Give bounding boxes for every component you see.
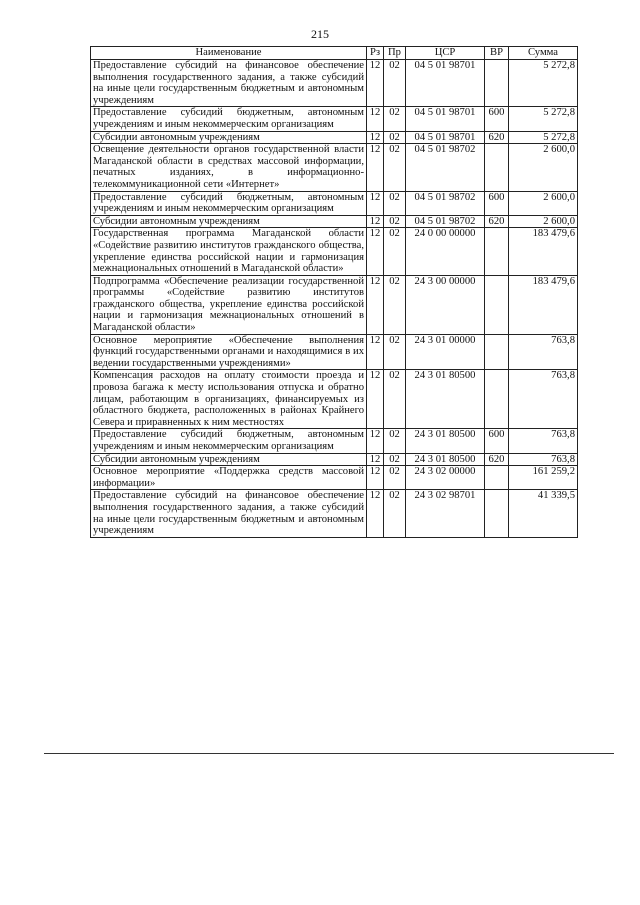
table-row: [91, 215, 578, 228]
row-name: Предоставление субсидий на финансовое обеспечение выполнения государственного задания, а также субсидий на иные цели государственным бюджетным и автономным учреждениям: [91, 490, 367, 537]
row-vr: [485, 490, 509, 537]
header-vr: ВР: [485, 47, 509, 60]
table-row: [91, 228, 578, 275]
row-sum: 41 339,5: [509, 490, 578, 537]
header-csr: ЦСР: [406, 47, 485, 60]
row-csr: 04 5 01 98702: [406, 144, 485, 191]
row-name: Государственная программа Магаданской области «Содействие развитию институтов гражданского общества, укрепление единства российской нации и гармонизация межнациональных отношений в Магаданской области»: [91, 228, 367, 275]
row-vr: 600: [485, 429, 509, 453]
row-vr: [485, 466, 509, 490]
row-name: Субсидии автономным учреждениям: [91, 215, 367, 228]
row-sum: 161 259,2: [509, 466, 578, 490]
row-rz: 12: [367, 429, 384, 453]
row-pr: 02: [384, 466, 406, 490]
row-pr: 02: [384, 215, 406, 228]
row-sum: 763,8: [509, 453, 578, 466]
row-name: Предоставление субсидий на финансовое обеспечение выполнения государственного задания, а также субсидий на иные цели государственным бюджетным и автономным учреждениям: [91, 60, 367, 107]
table-row: [91, 370, 578, 429]
row-pr: 02: [384, 275, 406, 334]
row-csr: 04 5 01 98701: [406, 107, 485, 131]
row-rz: 12: [367, 215, 384, 228]
row-csr: 24 3 02 98701: [406, 490, 485, 537]
row-sum: 5 272,8: [509, 107, 578, 131]
row-csr: 24 3 01 80500: [406, 453, 485, 466]
row-vr: 600: [485, 191, 509, 215]
row-rz: 12: [367, 490, 384, 537]
row-rz: 12: [367, 334, 384, 370]
row-rz: 12: [367, 453, 384, 466]
row-pr: 02: [384, 107, 406, 131]
table-row: [91, 334, 578, 370]
row-csr: 04 5 01 98701: [406, 131, 485, 144]
row-rz: 12: [367, 60, 384, 107]
row-name: Субсидии автономным учреждениям: [91, 131, 367, 144]
row-sum: 763,8: [509, 334, 578, 370]
row-pr: 02: [384, 191, 406, 215]
row-pr: 02: [384, 144, 406, 191]
row-name: Освещение деятельности органов государственной власти Магаданской области в средствах массовой информации, печатных изданиях, в информационно-телекоммуникационной сети «Интернет»: [91, 144, 367, 191]
table-row: [91, 466, 578, 490]
table-row: [91, 429, 578, 453]
row-name: Предоставление субсидий бюджетным, автономным учреждениям и иным некоммерческим организациям: [91, 191, 367, 215]
row-name: Предоставление субсидий бюджетным, автономным учреждениям и иным некоммерческим организациям: [91, 107, 367, 131]
row-vr: [485, 144, 509, 191]
row-pr: 02: [384, 334, 406, 370]
row-rz: 12: [367, 131, 384, 144]
row-rz: 12: [367, 228, 384, 275]
row-vr: [485, 60, 509, 107]
table-row: [91, 191, 578, 215]
row-csr: 24 3 01 80500: [406, 429, 485, 453]
row-sum: 183 479,6: [509, 275, 578, 334]
row-rz: 12: [367, 107, 384, 131]
table-row: [91, 453, 578, 466]
row-vr: [485, 275, 509, 334]
row-sum: 2 600,0: [509, 215, 578, 228]
row-vr: [485, 334, 509, 370]
row-csr: 24 3 01 80500: [406, 370, 485, 429]
table-row: [91, 490, 578, 537]
row-pr: 02: [384, 453, 406, 466]
table-row: [91, 131, 578, 144]
budget-table: [90, 46, 578, 538]
page-bottom-rule: [44, 753, 614, 754]
header-rz: Рз: [367, 47, 384, 60]
header-pr: Пр: [384, 47, 406, 60]
row-vr: 620: [485, 215, 509, 228]
row-csr: 24 3 02 00000: [406, 466, 485, 490]
row-csr: 04 5 01 98702: [406, 215, 485, 228]
row-rz: 12: [367, 144, 384, 191]
row-pr: 02: [384, 490, 406, 537]
row-name: Подпрограмма «Обеспечение реализации государственной программы «Содействие развитию институтов гражданского общества, укрепление единства российской нации и гармонизация межнациональных отношений в Магаданской области»: [91, 275, 367, 334]
row-sum: 2 600,0: [509, 191, 578, 215]
row-sum: 2 600,0: [509, 144, 578, 191]
row-sum: 5 272,8: [509, 131, 578, 144]
header-name: Наименование: [91, 47, 367, 60]
row-sum: 763,8: [509, 429, 578, 453]
row-rz: 12: [367, 466, 384, 490]
row-rz: 12: [367, 191, 384, 215]
row-csr: 24 3 01 00000: [406, 334, 485, 370]
row-csr: 04 5 01 98701: [406, 60, 485, 107]
row-rz: 12: [367, 275, 384, 334]
row-sum: 183 479,6: [509, 228, 578, 275]
row-csr: 24 0 00 00000: [406, 228, 485, 275]
row-rz: 12: [367, 370, 384, 429]
row-csr: 24 3 00 00000: [406, 275, 485, 334]
table-row: [91, 107, 578, 131]
header-sum: Сумма: [509, 47, 578, 60]
row-pr: 02: [384, 60, 406, 107]
table-row: [91, 60, 578, 107]
row-pr: 02: [384, 228, 406, 275]
table-row: [91, 275, 578, 334]
row-name: Субсидии автономным учреждениям: [91, 453, 367, 466]
row-vr: [485, 370, 509, 429]
row-pr: 02: [384, 370, 406, 429]
row-name: Компенсация расходов на оплату стоимости проезда и провоза багажа к месту использования отпуска и обратно лицам, работающим в организациях, финансируемых из областного бюджета, расположенных в районах Крайнего Севера и приравненных к ним местностях: [91, 370, 367, 429]
row-vr: 600: [485, 107, 509, 131]
row-name: Предоставление субсидий бюджетным, автономным учреждениям и иным некоммерческим организациям: [91, 429, 367, 453]
page-number: 215: [311, 27, 329, 41]
row-pr: 02: [384, 429, 406, 453]
row-vr: [485, 228, 509, 275]
row-sum: 5 272,8: [509, 60, 578, 107]
table-header-row: [91, 47, 578, 60]
row-pr: 02: [384, 131, 406, 144]
row-sum: 763,8: [509, 370, 578, 429]
table-row: [91, 144, 578, 191]
row-name: Основное мероприятие «Обеспечение выполнения функций государственными органами и находящимися в их ведении государственными учреждениями»: [91, 334, 367, 370]
row-vr: 620: [485, 453, 509, 466]
row-csr: 04 5 01 98702: [406, 191, 485, 215]
row-vr: 620: [485, 131, 509, 144]
row-name: Основное мероприятие «Поддержка средств массовой информации»: [91, 466, 367, 490]
